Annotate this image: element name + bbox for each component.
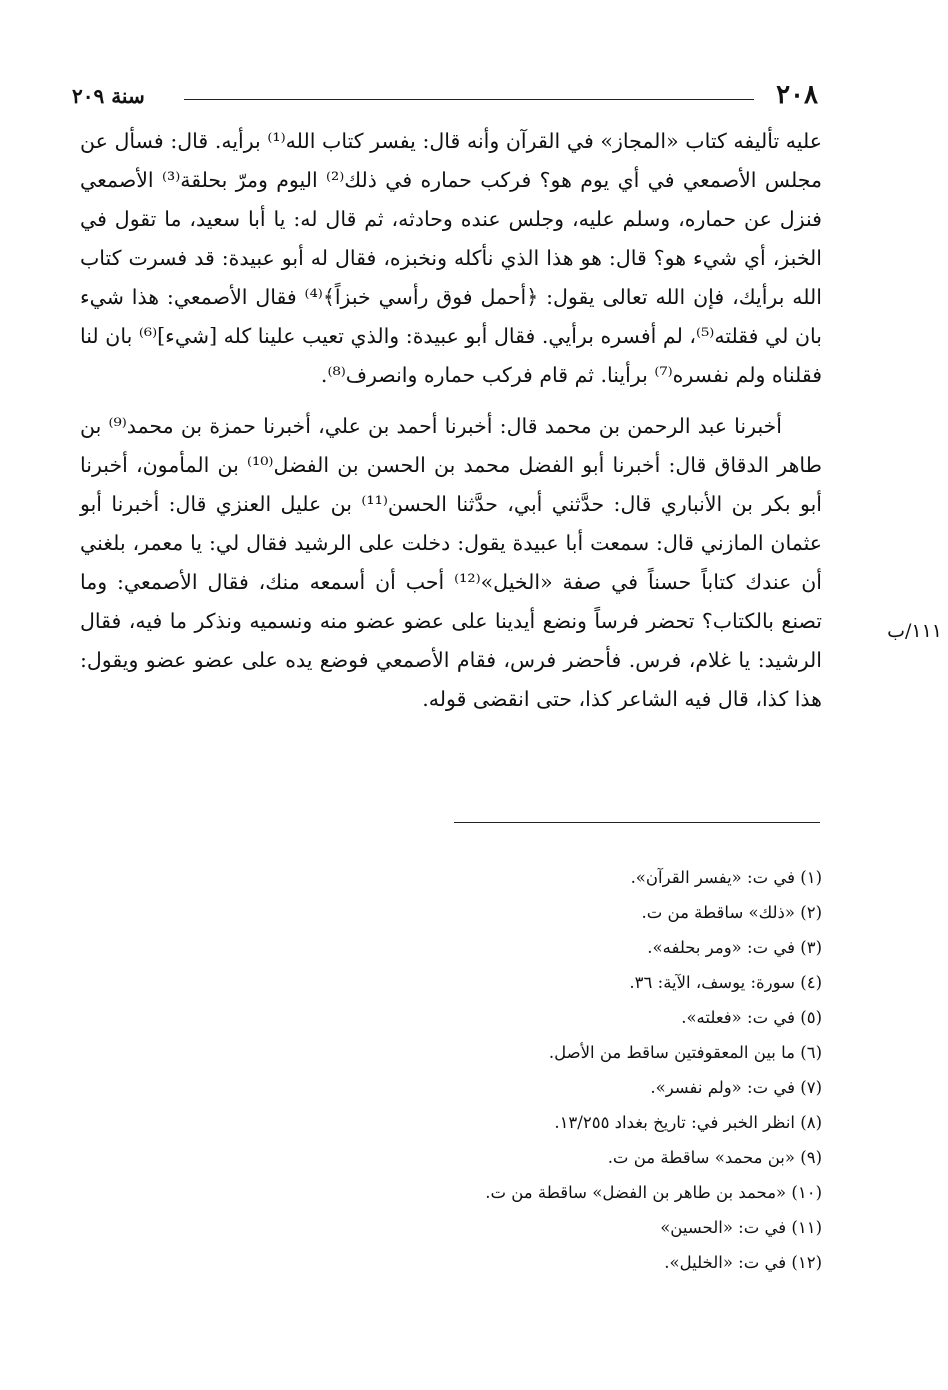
footnote: (٧) في ت: «ولم نفسر».: [650, 1078, 822, 1097]
footnotes-list: [122, 860, 822, 1280]
paragraph: أخبرنا عبد الرحمن بن محمد قال: أخبرنا أحمد بن علي، أخبرنا حمزة بن محمد⁽⁹⁾ بن طاهر الدقاق قال: أخبرنا أبو الفضل محمد بن الحسن بن الفضل⁽¹⁰⁾ بن المأمون، أخبرنا أبو بكر بن الأنباري قال: حدَّثني أبي، حدَّثنا الحسن⁽¹¹⁾ بن عليل العنزي قال: أخبرنا أبو عثمان المازني قال: سمعت أبا عبيدة يقول: دخلت على الرشيد فقال لي: يا معمر، بلغني أن عندك كتاباً حسناً في صفة «الخيل»⁽¹²⁾ أحب أن أسمعه منك، فقال الأصمعي: وما تصنع بالكتاب؟ تحضر فرساً ونضع أيدينا على عضو عضو منه ونسميه ونذكر ما فيه، فقال الرشيد: يا غلام، فرس. فأحضر فرس، فقام الأصمعي فوضع يده على عضو عضو ويقول: هذا كذا، قال فيه الشاعر كذا، حتى انقضى قوله.: [80, 414, 823, 711]
footnote: (٨) انظر الخبر في: تاريخ بغداد ١٣/٢٥٥.: [554, 1113, 822, 1132]
footnote: (١٢) في ت: «الخليل».: [664, 1253, 822, 1272]
footnote: (٢) «ذلك» ساقطة من ت.: [641, 903, 822, 922]
footnote: (٤) سورة: يوسف، الآية: ٣٦.: [629, 973, 822, 992]
footnote: (٥) في ت: «فعلته».: [681, 1008, 822, 1027]
footnote-separator: [454, 822, 820, 823]
footnote: (١١) في ت: «الحسين»: [660, 1218, 822, 1237]
footnote: (١) في ت: «يفسر القرآن».: [630, 868, 822, 887]
footnote: (١٠) «محمد بن طاهر بن الفضل» ساقطة من ت.: [485, 1183, 822, 1202]
header-rule: [184, 99, 754, 100]
paragraph: عليه تأليفه كتاب «المجاز» في القرآن وأنه قال: يفسر كتاب الله⁽¹⁾ برأيه. قال: فسأل عن مجلس الأصمعي في أي يوم هو؟ فركب حماره في ذلك⁽²⁾ اليوم ومرّ بحلقة⁽³⁾ الأصمعي فنزل عن حماره، وسلم عليه، وجلس عنده وحادثه، ثم قال له: يا أبا سعيد، ما تقول في الخبز، أي شيء هو؟ قال: هو هذا الذي نأكله ونخبزه، فقال له أبو عبيدة: قد فسرت كتاب الله برأيك، فإن الله تعالى يقول: ﴿أحمل فوق رأسي خبزاً﴾⁽⁴⁾ فقال الأصمعي: هذا شيء بان لي فقلته⁽⁵⁾، لم أفسره برأيي. فقال أبو عبيدة: والذي تعيب علينا كله [شيء]⁽⁶⁾ بان لنا فقلناه ولم نفسره⁽⁷⁾ برأينا. ثم قام فركب حماره وانصرف⁽⁸⁾.: [80, 129, 823, 387]
main-text: [80, 122, 822, 719]
page-number: ٢٠٨: [776, 80, 818, 110]
page-header: [66, 80, 826, 116]
footnote: (٦) ما بين المعقوفتين ساقط من الأصل.: [548, 1043, 822, 1062]
running-title: سنة ٢٠٩: [72, 84, 145, 108]
manuscript-folio-note: ١١١/ب: [887, 620, 942, 642]
footnote: (٣) في ت: «ومر بحلفه».: [647, 938, 822, 957]
footnote: (٩) «بن محمد» ساقطة من ت.: [607, 1148, 822, 1167]
